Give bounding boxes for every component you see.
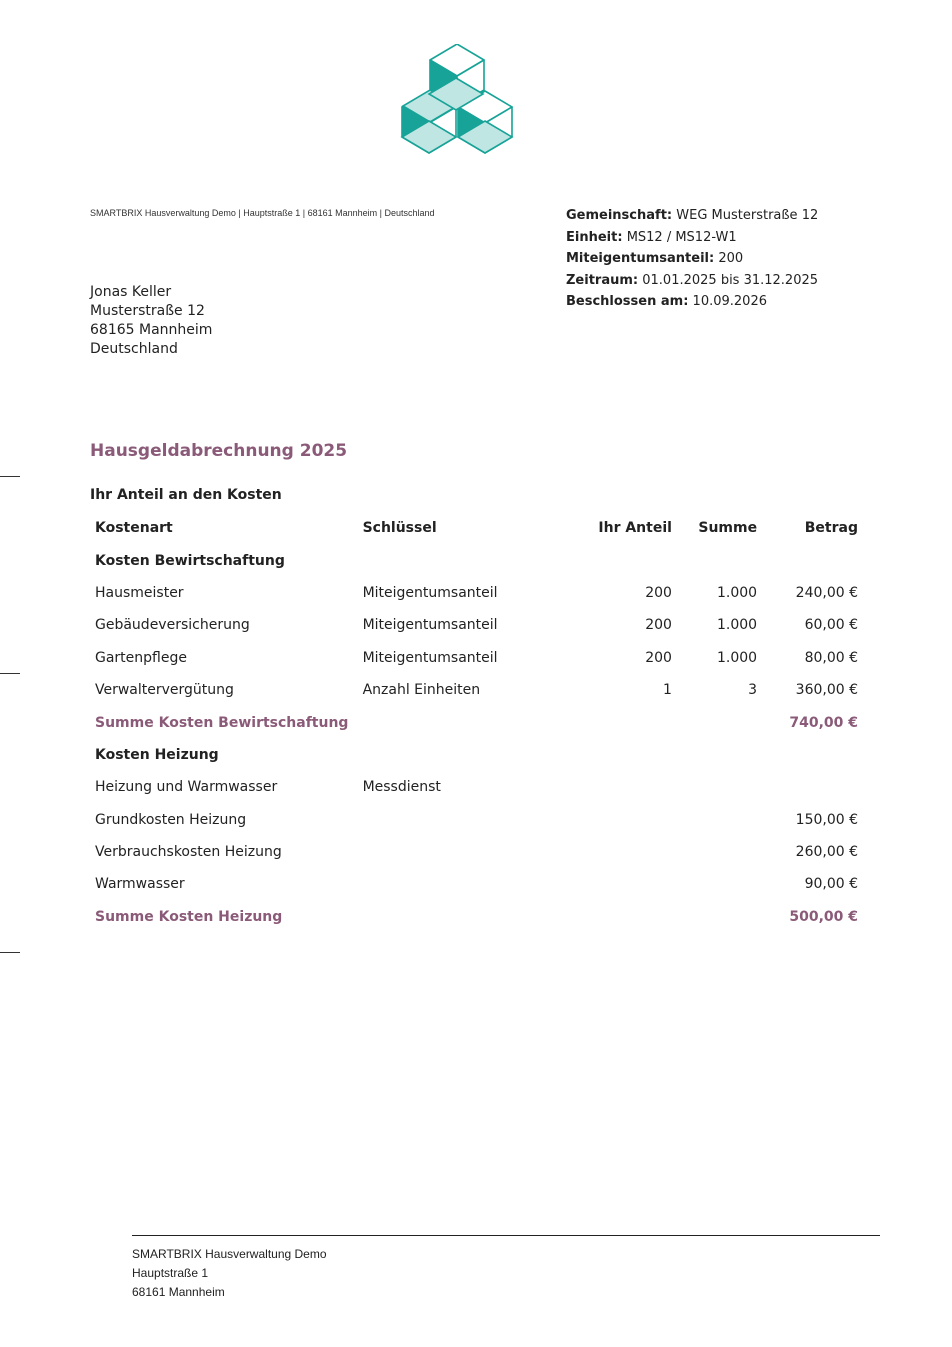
cell-total (677, 901, 762, 933)
column-header-total: Summe (698, 520, 758, 537)
cell-your-share (557, 739, 677, 771)
cell-amount (762, 544, 863, 576)
cell-your-share: 200 (645, 617, 672, 634)
cell-total: 1.000 (717, 649, 758, 666)
footer-street: Hauptstraße 1 (132, 1266, 209, 1280)
footer-divider (132, 1235, 880, 1236)
column-header-your-share: Ihr Anteil (598, 520, 672, 537)
column-header-cost-type: Kostenart (95, 520, 173, 537)
cell-cost-type: Kosten Heizung (95, 746, 219, 763)
cell-total (677, 544, 762, 576)
cell-amount: 90,00 € (804, 876, 858, 893)
footer-city: 68161 Mannheim (132, 1285, 225, 1299)
recipient-address (90, 283, 212, 359)
cell-amount (762, 739, 863, 771)
table-sum-row (90, 901, 863, 933)
table-row (90, 642, 863, 674)
cell-your-share (557, 868, 677, 900)
cubes-logo (400, 44, 514, 158)
cell-your-share (557, 544, 677, 576)
cell-amount: 360,00 € (795, 682, 858, 699)
cell-total: 3 (748, 682, 758, 699)
cell-your-share: 200 (645, 584, 672, 601)
document-title: Hausgeldabrechnung 2025 (90, 441, 348, 461)
cell-amount: 500,00 € (789, 908, 858, 925)
cell-amount (762, 771, 863, 803)
table-subrow (90, 836, 863, 868)
cell-total (677, 771, 762, 803)
cell-key (358, 836, 557, 868)
cell-your-share (557, 771, 677, 803)
cell-cost-type: Kosten Bewirtschaftung (95, 552, 285, 569)
fold-mark (0, 673, 20, 674)
cell-amount: 150,00 € (795, 811, 858, 828)
cell-cost-type: Heizung und Warmwasser (95, 779, 278, 796)
cell-your-share (557, 836, 677, 868)
cell-amount: 740,00 € (789, 714, 858, 731)
cell-total (677, 706, 762, 738)
table-header-row (90, 512, 863, 544)
cell-total (677, 868, 762, 900)
table-sum-row (90, 706, 863, 738)
cost-table (90, 512, 863, 933)
cell-key: Miteigentumsanteil (362, 584, 498, 601)
cell-total (677, 804, 762, 836)
cell-key: Anzahl Einheiten (362, 682, 481, 699)
cell-cost-type: Verwaltervergütung (95, 682, 234, 699)
footer-company: SMARTBRIX Hausverwaltung Demo (132, 1247, 327, 1261)
cell-sum-label: Summe Kosten Bewirtschaftung (95, 714, 349, 731)
footer-address (132, 1245, 327, 1302)
cell-total: 1.000 (717, 584, 758, 601)
cell-your-share (557, 804, 677, 836)
meta-unit: Einheit: MS12 / MS12-W1 (566, 229, 737, 245)
cell-key (358, 804, 557, 836)
cell-cost-type: Gartenpflege (95, 649, 187, 666)
meta-resolved-on: Beschlossen am: 10.09.2026 (566, 294, 767, 309)
table-row (90, 577, 863, 609)
sender-address-line: SMARTBRIX Hausverwaltung Demo | Hauptstraße 1 | 68161 Mannheim | Deutschland (90, 208, 435, 218)
document-meta (566, 205, 818, 313)
table-group-row (90, 544, 863, 576)
cell-cost-type: Warmwasser (95, 876, 185, 893)
recipient-city: 68165 Mannheim (90, 322, 213, 338)
cell-cost-type: Grundkosten Heizung (95, 811, 247, 828)
cell-total (677, 836, 762, 868)
cell-cost-type: Verbrauchskosten Heizung (95, 844, 282, 861)
fold-mark (0, 952, 20, 953)
recipient-name: Jonas Keller (90, 284, 172, 300)
column-header-amount: Betrag (804, 520, 858, 537)
cell-key (358, 739, 557, 771)
cell-key: Miteigentumsanteil (362, 617, 498, 634)
meta-period: Zeitraum: 01.01.2025 bis 31.12.2025 (566, 272, 819, 288)
meta-community: Gemeinschaft: WEG Musterstraße 12 (566, 208, 819, 223)
cell-key (358, 868, 557, 900)
table-row (90, 771, 863, 803)
cell-key: Messdienst (362, 779, 441, 796)
cell-amount: 80,00 € (804, 649, 858, 666)
table-row (90, 609, 863, 641)
cell-amount: 60,00 € (804, 617, 858, 634)
table-group-row (90, 739, 863, 771)
cell-sum-label: Summe Kosten Heizung (95, 908, 283, 925)
table-subrow (90, 804, 863, 836)
section-subtitle: Ihr Anteil an den Kosten (90, 487, 282, 503)
column-header-key: Schlüssel (362, 520, 437, 537)
cell-amount: 240,00 € (795, 584, 858, 601)
cell-your-share (557, 706, 677, 738)
recipient-country: Deutschland (90, 341, 178, 357)
fold-mark (0, 476, 20, 477)
cell-total (677, 739, 762, 771)
cell-your-share (557, 901, 677, 933)
table-subrow (90, 868, 863, 900)
recipient-street: Musterstraße 12 (90, 303, 205, 319)
cell-cost-type: Hausmeister (95, 584, 184, 601)
cell-your-share: 200 (645, 649, 672, 666)
cell-key (358, 544, 557, 576)
cell-your-share: 1 (663, 682, 672, 699)
cell-amount: 260,00 € (795, 844, 858, 861)
table-row (90, 674, 863, 706)
cell-key: Miteigentumsanteil (362, 649, 498, 666)
meta-ownership-share: Miteigentumsanteil: 200 (566, 251, 744, 266)
cell-cost-type: Gebäudeversicherung (95, 617, 250, 634)
cell-total: 1.000 (717, 617, 758, 634)
